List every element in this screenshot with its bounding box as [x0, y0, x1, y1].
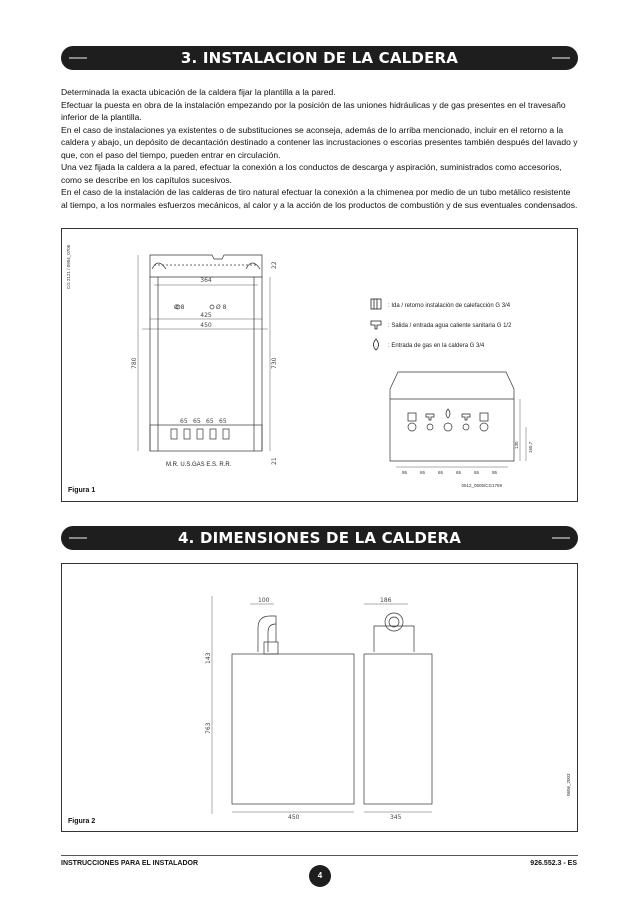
legend-text: : Entrada de gas en la caldera G 3/4: [388, 343, 485, 349]
boiler-front-view: [212, 596, 354, 814]
hole-left-label: Ø 8: [174, 304, 185, 311]
boiler-dim: 65: [474, 470, 480, 475]
figure-2-label: Figura 2: [68, 818, 96, 825]
boiler-dim: 65: [438, 470, 444, 475]
figure-1-label: Figura 1: [68, 487, 96, 494]
section-4-title: 4. DIMENSIONES DE LA CALDERA: [61, 526, 578, 550]
dim-depth: 345: [390, 814, 402, 821]
hole-right-label: Ø 8: [216, 304, 227, 311]
dim-top-width: 364: [200, 277, 212, 284]
boiler-dim: 95: [402, 470, 408, 475]
figure-1-frame: [61, 228, 578, 502]
figure-2-frame: [61, 563, 578, 832]
paragraph: En el caso de instalaciones ya existentes o de substituciones se aconseja, además de lo arriba mencionado, incluir en el retorno a la caldera y abajo, un depósito de decantación destinado a contener las incrustaciones o escorias presentes también después del lavado y que, con el paso del tiempo, pueden entrar en circulación.: [61, 124, 578, 160]
dim-bottom-offset: 21: [271, 457, 278, 465]
radiator-icon: [480, 413, 488, 421]
dim-spacing: 65: [206, 418, 214, 425]
dim-spacing: 65: [219, 418, 227, 425]
dim-top-left: 100: [258, 597, 270, 604]
mounting-template: [138, 255, 270, 451]
footer-rule: [61, 855, 578, 856]
dim-top-right: 186: [380, 597, 392, 604]
paragraph: En el caso de la instalación de las calderas de tiro natural efectuar la conexión a la chimenea por medio de un tubo metálico resistente al tiempo, a los normales esfuerzos mecánicos, al calor y a la acción de los productos de combustión y de sus eventuales condensados.: [61, 187, 578, 210]
figure-1-drawing: [62, 229, 577, 501]
flame-icon: [446, 409, 450, 418]
figure-1-side-code: CG 2121 / 0904_0706: [66, 244, 71, 289]
dim-spacing: 65: [180, 418, 188, 425]
figure-1-ref-code: 0512_0505/CG1769: [461, 483, 502, 488]
paragraph: Determinada la exacta ubicación de la caldera fijar la plantilla a la pared.: [61, 87, 336, 97]
page-number: 4: [309, 865, 331, 887]
document-code: 926.552.3 - ES: [530, 860, 577, 867]
dim-mid-width: 425: [200, 312, 212, 319]
boiler-dim: 65: [420, 470, 426, 475]
boiler-dim: 65: [456, 470, 462, 475]
flame-icon: [374, 339, 379, 350]
radiator-icon: [371, 299, 381, 309]
boiler-dim: 95: [492, 470, 498, 475]
boiler-height-a: 130: [514, 441, 519, 449]
legend-text: : Salida / entrada agua caliente sanitaria G 1/2: [388, 323, 512, 329]
dim-body-height: 763: [205, 722, 212, 734]
connection-labels: M.R. U.S.GAS E.S. R.R.: [166, 462, 232, 468]
section-3-body: [61, 86, 578, 211]
dim-left-height: 780: [131, 357, 138, 369]
footer-title: INSTRUCCIONES PARA EL INSTALADOR: [61, 860, 199, 867]
paragraph: Efectuar la puesta en obra de la instalación empezando por la posición de las uniones hidráulicas y de gas presentes en el travesaño inferior de la plantilla.: [61, 99, 566, 122]
legend-text: : Ida / retorno instalación de calefacción G 3/4: [388, 303, 511, 309]
dim-right-height: 730: [271, 357, 278, 369]
legend: [371, 299, 512, 350]
section-3-title: 3. INSTALACION DE LA CALDERA: [61, 46, 578, 70]
dim-width: 450: [288, 814, 300, 821]
boiler-bottom-view: [390, 372, 526, 467]
boiler-side-view: [364, 604, 432, 812]
tap-icon: [462, 414, 470, 420]
figure-2-drawing: [62, 564, 577, 831]
dim-flue-height: 143: [205, 652, 212, 664]
paragraph: Una vez fijada la caldera a la pared, efectuar la conexión a los conductos de descarga y aspiración, suministrados como accesorios, como se describe en los capítulos sucesivos.: [61, 162, 562, 185]
figure-2-side-code: 0606_2003: [566, 773, 571, 796]
boiler-height-b: 165,7: [528, 441, 533, 453]
dim-spacing: 65: [193, 418, 201, 425]
tap-icon: [371, 321, 381, 329]
dim-full-width: 450: [200, 322, 212, 329]
radiator-icon: [408, 413, 416, 421]
tap-icon: [426, 414, 434, 420]
dim-top-offset: 22: [271, 261, 278, 269]
